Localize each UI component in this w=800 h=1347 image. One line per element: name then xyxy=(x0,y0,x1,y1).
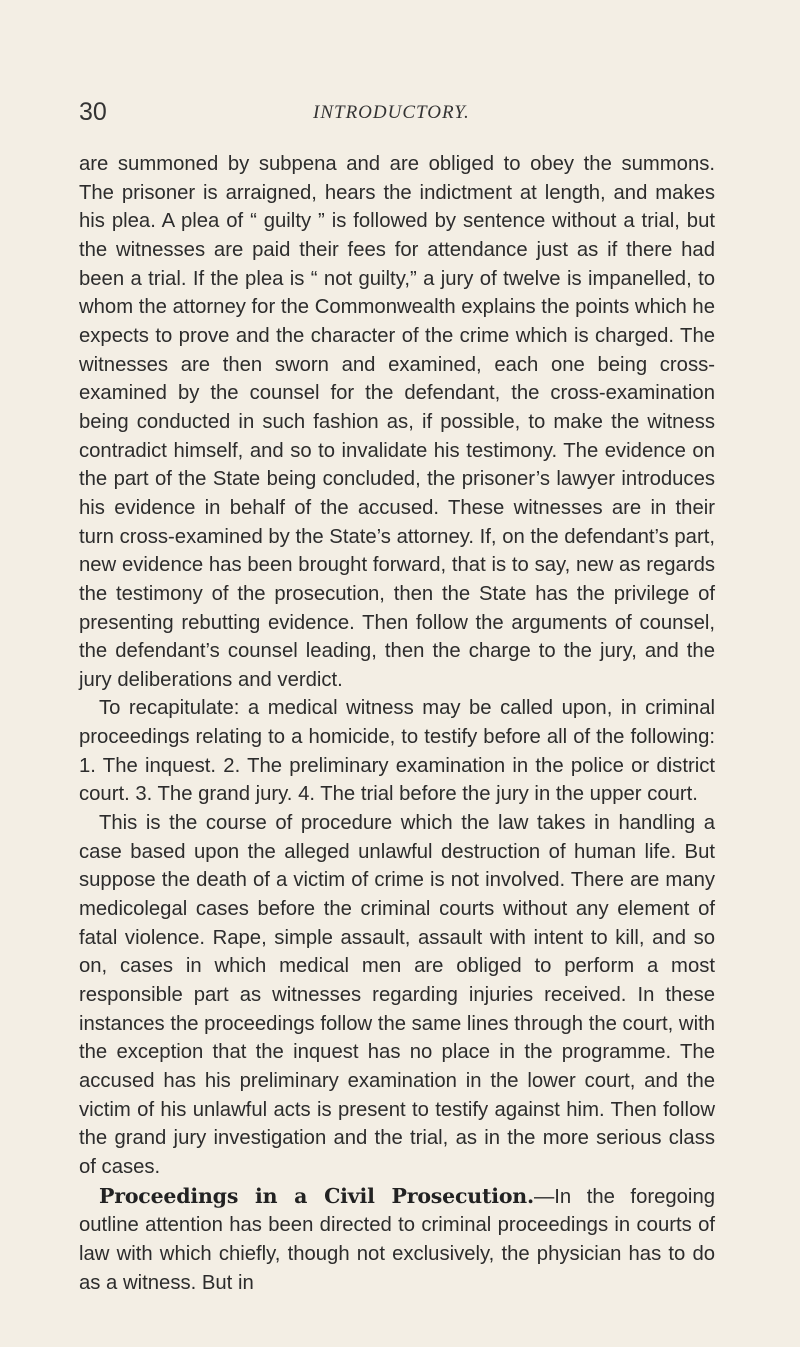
paragraph-recapitulate: To recapitulate: a medical witness may be called upon, in criminal proceedings relating to a homicide, to testify before all of the following: 1. The inquest. 2. The preliminary examination in the police or district court. 3. The grand jury. 4. The trial before the jury in the upper court. xyxy=(79,697,715,806)
paragraph-continuation: are summoned by subpena and are obliged to obey the summons. The prisoner is arraigned, hears the indictment at length, and makes his plea. A plea of “ guilty ” is followed by sentence without a trial, but the witnesses are paid their fees for attendance just as if there had been a trial. If the plea is “ not guilty,” a jury of twelve is impanelled, to whom the attorney for the Commonwealth explains the points which he expects to prove and the character of the crime which is charged. The witnesses are then sworn and examined, each one being cross-examined by the counsel for the defendant, the cross-examination being conducted in such fashion as, if possible, to make the witness contradict himself, and so to invalidate his testimony. The evidence on the part of the State being concluded, the prisoner’s lawyer introduces his evidence in behalf of the accused. These witnesses are in their turn cross-examined by the State’s attorney. If, on the defendant’s part, new evidence has been brought forward, that is to say, new as regards the testimony of the prosecution, then the State has the privilege of presenting rebutting evidence. Then follow the arguments of counsel, the defendant’s counsel leading, then the charge to the jury, and the jury deliberations and verdict. xyxy=(79,153,715,691)
body-text xyxy=(79,150,715,1297)
paragraph-course-of-procedure: This is the course of procedure which the law takes in handling a case based upon the alleged unlawful destruction of human life. But suppose the death of a victim of crime is not involved. There are many medicolegal cases before the criminal courts without any element of fatal violence. Rape, simple assault, assault with intent to kill, and so on, cases in which medical men are obliged to perform a most responsible part as witnesses regarding injuries received. In these instances the proceedings follow the same lines through the court, with the exception that the inquest has no place in the programme. The accused has his preliminary examination in the lower court, and the victim of his unlawful acts is present to testify against him. Then follow the grand jury investigation and the trial, as in the more serious class of cases. xyxy=(79,812,715,1178)
running-title: INTRODUCTORY. xyxy=(313,102,470,123)
paragraph-civil-text: —In the foregoing outline attention has been directed to criminal proceedings in courts of law with which chiefly, though not exclusively, the physician has to do as a witness. But in xyxy=(79,1185,716,1294)
paragraph-civil-prosecution xyxy=(79,1182,715,1298)
running-head xyxy=(79,99,719,125)
page-number: 30 xyxy=(79,98,107,126)
section-heading: Proceedings in a Civil Prosecution. xyxy=(99,1183,534,1208)
